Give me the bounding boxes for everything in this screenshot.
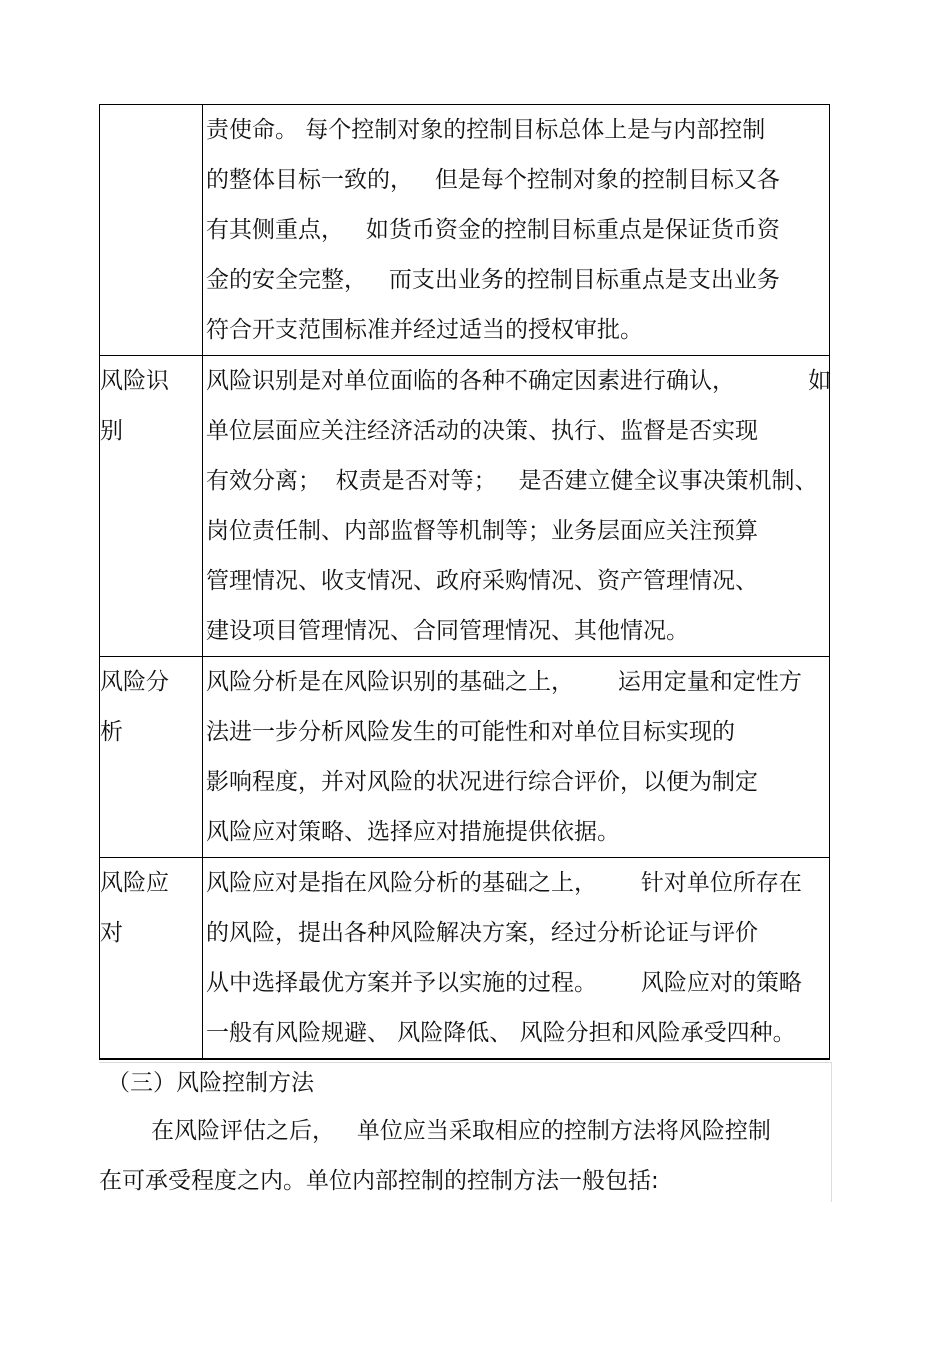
text-line: 的风险，提出各种风险解决方案，经过分析论证与评价	[206, 920, 758, 946]
text-line: 从中选择最优方案并予以实施的过程。 风险应对的策略	[206, 970, 802, 996]
row-label-cell	[100, 858, 203, 1058]
row-label-cell	[100, 356, 203, 656]
text-line: 有效分离； 权责是否对等； 是否建立健全议事决策机制、	[206, 468, 818, 494]
text-line: 影响程度，并对风险的状况进行综合评价，以便为制定	[206, 769, 758, 795]
text-line: 符合开支范围标准并经过适当的授权审批。	[206, 317, 643, 343]
table-row	[100, 105, 829, 355]
row-label-line: 别	[100, 418, 123, 444]
text-line: 管理情况、收支情况、政府采购情况、资产管理情况、	[206, 568, 758, 594]
row-content-cell	[203, 858, 829, 1058]
paragraph-line: 在风险评估之后， 单位应当采取相应的控制方法将风险控制	[151, 1118, 771, 1144]
text-line: 法进一步分析风险发生的可能性和对单位目标实现的	[206, 719, 735, 745]
text-line: 一般有风险规避、 风险降低、 风险分担和风险承受四种。	[206, 1020, 796, 1046]
risk-table	[99, 104, 830, 1060]
text-line: 风险分析是在风险识别的基础之上， 运用定量和定性方	[206, 669, 802, 695]
text-line: 岗位责任制、内部监督等机制等；业务层面应关注预算	[206, 518, 758, 544]
text-line: 责使命。 每个控制对象的控制目标总体上是与内部控制	[206, 117, 766, 143]
row-label-cell	[100, 105, 203, 355]
text-line: 有其侧重点， 如货币资金的控制目标重点是保证货币资	[206, 217, 780, 243]
row-content-cell	[203, 657, 829, 857]
row-label-line: 析	[100, 719, 123, 745]
risk-control-section	[99, 1062, 832, 1202]
row-label-cell	[100, 657, 203, 857]
row-label-line: 对	[100, 920, 123, 946]
text-line: 的整体目标一致的， 但是每个控制对象的控制目标又各	[206, 167, 780, 193]
text-line: 金的安全完整， 而支出业务的控制目标重点是支出业务	[206, 267, 780, 293]
text-line: 建设项目管理情况、合同管理情况、其他情况。	[206, 618, 689, 644]
row-content-cell	[203, 356, 831, 656]
text-line: 风险应对策略、选择应对措施提供依据。	[206, 819, 620, 845]
paragraph-line: 在可承受程度之内。单位内部控制的控制方法一般包括:	[99, 1168, 659, 1194]
text-line: 风险应对是指在风险分析的基础之上， 针对单位所存在	[206, 870, 802, 896]
text-line: 风险识别是对单位面临的各种不确定因素进行确认， 如	[206, 368, 832, 394]
table-row	[100, 857, 829, 1059]
row-content-cell	[203, 105, 829, 355]
table-row	[100, 355, 832, 656]
text-line: 单位层面应关注经济活动的决策、执行、监督是否实现	[206, 418, 758, 444]
row-label-line: 风险应	[100, 870, 169, 896]
row-label-line: 风险分	[100, 669, 169, 695]
section-heading: （三）风险控制方法	[107, 1070, 314, 1096]
row-label-line: 风险识	[100, 368, 169, 394]
table-row	[100, 656, 829, 857]
